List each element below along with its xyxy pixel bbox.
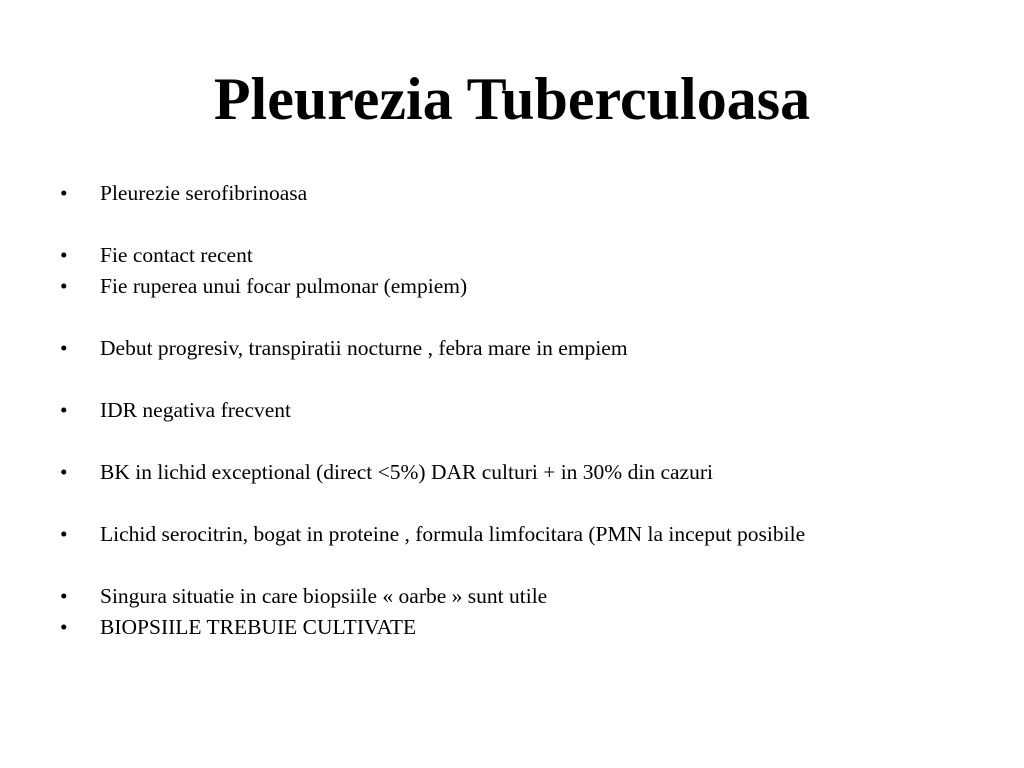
bullet-item (60, 395, 1000, 426)
slide-title: Pleurezia Tuberculoasa (213, 66, 811, 132)
bullet-item (60, 457, 1000, 488)
bullet-item (60, 178, 1000, 209)
bullet-icon: • (60, 243, 68, 267)
bullet-text: BK in lichid exceptional (direct <5%) DAR culturi + in 30% din cazuri (100, 460, 713, 484)
bullet-icon: • (60, 398, 68, 422)
bullet-icon: • (60, 615, 68, 639)
bullet-list (60, 178, 1000, 643)
bullet-text: Pleurezie serofibrinoasa (100, 181, 308, 205)
bullet-text: Fie contact recent (100, 243, 253, 267)
bullet-item (60, 333, 1000, 364)
bullet-text: Lichid serocitrin, bogat in proteine , formula limfocitara (PMN la inceput posibile (100, 522, 806, 546)
bullet-icon: • (60, 584, 68, 608)
bullet-icon: • (60, 181, 68, 205)
bullet-icon: • (60, 460, 68, 484)
bullet-text: Fie ruperea unui focar pulmonar (empiem) (100, 274, 468, 298)
bullet-text: Debut progresiv, transpiratii nocturne , febra mare in empiem (100, 336, 628, 360)
bullet-item (60, 240, 1000, 271)
bullet-text: Singura situatie in care biopsiile « oarbe » sunt utile (100, 584, 548, 608)
bullet-item (60, 519, 1000, 550)
bullet-icon: • (60, 274, 68, 298)
bullet-icon: • (60, 336, 68, 360)
bullet-icon: • (60, 522, 68, 546)
bullet-text: BIOPSIILE TREBUIE CULTIVATE (100, 615, 417, 639)
bullet-item (60, 581, 1000, 612)
bullet-text: IDR negativa frecvent (100, 398, 292, 422)
bullet-item (60, 271, 1000, 302)
bullet-item (60, 612, 1000, 643)
